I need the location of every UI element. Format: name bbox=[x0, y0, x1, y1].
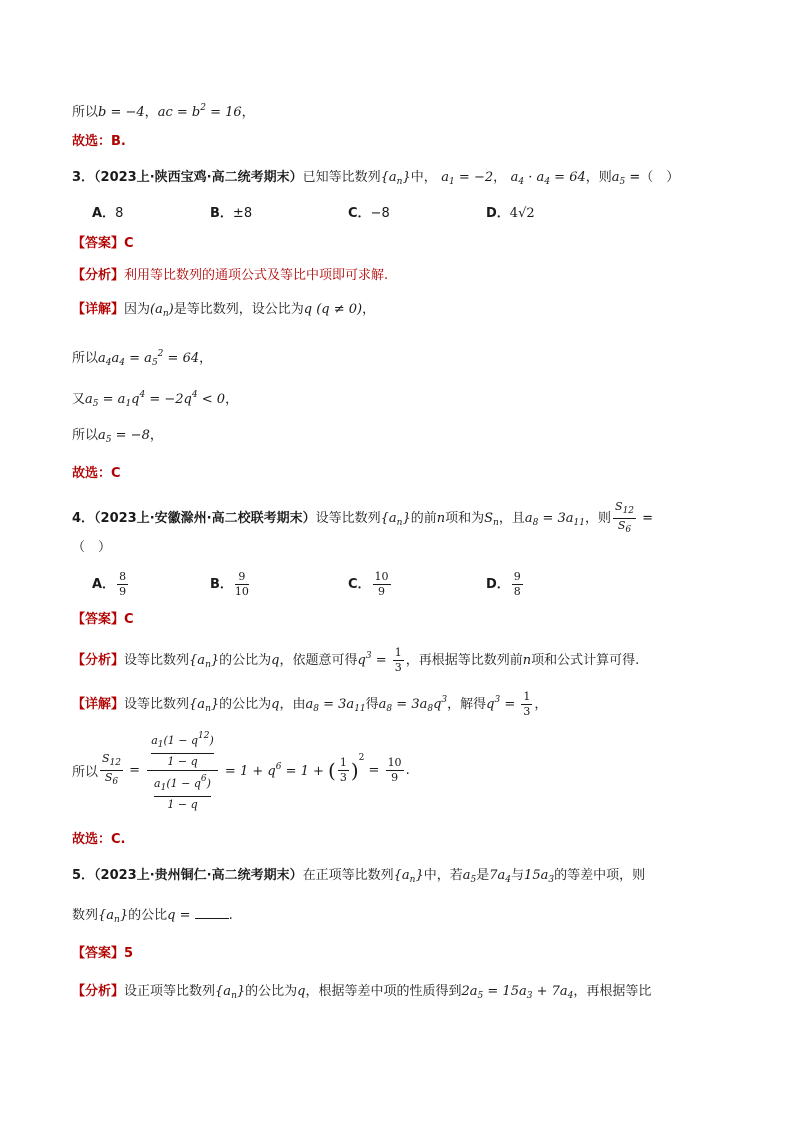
detail-line: 所以$a_5 = -8$， bbox=[72, 428, 163, 445]
answer-line: 【答案】C bbox=[72, 612, 134, 627]
option-d: D． $\frac{9}{8}$ bbox=[486, 570, 521, 598]
detail-line: 又$a_5 = a_1q^4 = -2q^4 < 0$， bbox=[72, 390, 239, 409]
option-b: B． $\frac{9}{10}$ bbox=[210, 570, 249, 598]
option-c: C．−8 bbox=[348, 206, 390, 221]
option-b: B．±8 bbox=[210, 206, 253, 221]
question-3-stem: 3．（2023上·陕西宝鸡·高二统考期末）已知等比数列$\{a_n\}$中， $a_1 = -2$， $a_4 \cdot a_4 = 64$，则$a_5$ =（ ） bbox=[72, 170, 680, 187]
answer-line: 【答案】C bbox=[72, 236, 134, 251]
option-d: D．4√2 bbox=[486, 206, 535, 221]
choice-line: 故选：B. bbox=[72, 134, 126, 149]
option-a: A． $\frac{8}{9}$ bbox=[92, 570, 127, 598]
analysis-line: 【分析】设等比数列$\{a_n\}$的公比为q，依题意可得$q^3$ = $\frac{1}{3}$ ，再根据等比数列前n项和公式计算可得. bbox=[72, 646, 640, 674]
detail-line: 所以$a_4a_4 = a_5^2 = 64$， bbox=[72, 349, 213, 368]
option-c: C． $\frac{10}{9}$ bbox=[348, 570, 389, 598]
math-expression: ac = $b^2 = 16$ bbox=[157, 103, 242, 120]
answer-blank bbox=[195, 906, 229, 919]
answer-line: 【答案】5 bbox=[72, 946, 134, 961]
math-expression: b = −4 bbox=[98, 105, 145, 120]
choice-line: 故选：C. bbox=[72, 832, 126, 847]
paren-line: （ ） bbox=[72, 540, 112, 555]
question-5-stem-line2: 数列$\{a_n\}$的公比q = . bbox=[72, 908, 233, 925]
question-5-stem: 5．（2023上·贵州铜仁·高二统考期末）在正项等比数列$\{a_n\}$中，若$a_5$是$7a_4$与$15a_3$的等差中项，则 bbox=[72, 868, 646, 885]
analysis-line: 【分析】利用等比数列的通项公式及等比中项即可求解. bbox=[72, 268, 389, 283]
analysis-line: 【分析】设正项等比数列$\{a_n\}$的公比为q，根据等差中项的性质得到$2a_5 = 15a_3 + 7a_4$，再根据等比 bbox=[72, 984, 652, 1001]
text-line: 所以b = −4，ac = $b^2 = 16$， bbox=[72, 103, 255, 120]
option-a: A．8 bbox=[92, 206, 124, 221]
question-4-stem: 4．（2023上·安徽滁州·高二校联考期末）设等比数列$\{a_n\}$的前n项和为$S_n$，且$a_8 = 3a_{11}$，则 $\frac{S_{12}}{S_6}$ = bbox=[72, 500, 654, 535]
result-line: 所以 $\frac{S_{12}}{S_6}$ = $\frac{\frac{a_1(1 - q^{12})}{1 - q}}{\frac{a_1(1 - q^6)}{1 - q}}$ = $1 + q^6 = 1$ + ( $\frac{1}{3}$ )$^2$ = $\frac{10}{9}$ . bbox=[72, 728, 410, 813]
detail-line: 【详解】设等比数列$\{a_n\}$的公比为q，由$a_8 = 3a_{11}$得$a_8 = 3a_8q^3$，解得$q^3$ = $\frac{1}{3}$ ， bbox=[72, 690, 548, 718]
detail-line: 【详解】因为$(a_n)$是等比数列，设公比为q (q ≠ 0)， bbox=[72, 302, 376, 319]
choice-line: 故选：C bbox=[72, 466, 121, 481]
